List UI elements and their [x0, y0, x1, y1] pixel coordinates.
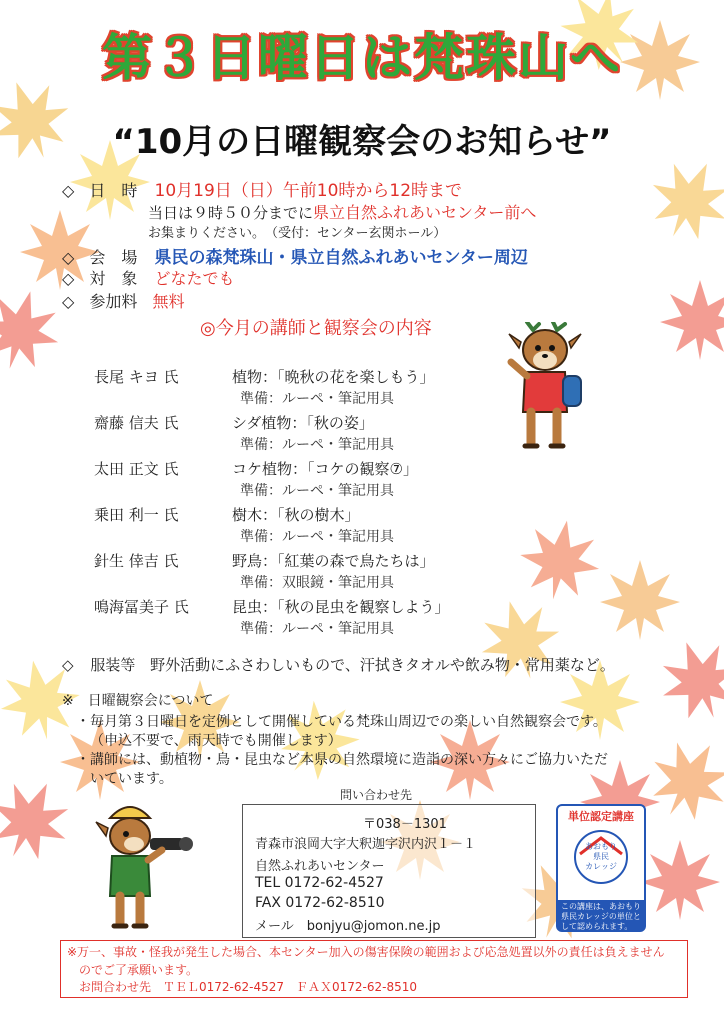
diamond-marker-icon: ◇	[62, 656, 74, 674]
college-credit-badge	[556, 804, 646, 932]
badge-inner-line: カレッジ	[585, 862, 617, 871]
date-row	[62, 176, 462, 201]
clothing-row	[62, 654, 615, 675]
venue-label: 会 場	[89, 248, 138, 267]
contact-mail: メール bonjyu@jomon.ne.jp	[255, 919, 441, 934]
fee-value: 無料	[152, 292, 185, 311]
lecturer-prep: 準備：ルーペ・筆記用具	[240, 391, 394, 407]
deer-mascot-binoculars-icon	[92, 796, 202, 936]
about-heading: ※ 日曜観察会について	[62, 693, 214, 709]
about-line-2: （申込不要で、雨天時でも開催します）	[90, 733, 342, 749]
contact-postal: 〒038－1301	[363, 817, 447, 832]
lecturer-topic: コケ植物：「コケの観察⑦」	[232, 460, 418, 478]
lecturer-name: 鳴海冨美子 氏	[94, 598, 189, 616]
contact-heading: 問い合わせ先	[340, 788, 413, 802]
diamond-marker-icon: ◇	[62, 181, 75, 200]
lecturer-prep: 準備：ルーペ・筆記用具	[240, 621, 394, 637]
notice-line-3: お問合わせ先 ＴＥＬ0172-62-4527 ＦＡＸ0172-62-8510	[79, 980, 418, 994]
contact-org: 自然ふれあいセンター	[255, 859, 385, 874]
about-line-3: ・講師には、動植物・鳥・昆虫など本県の自然環境に造詣の深い方々にご協力いただ	[76, 752, 608, 768]
lecturer-prep: 準備：ルーペ・筆記用具	[240, 529, 394, 545]
venue-value: 県民の森梵珠山・県立自然ふれあいセンター周辺	[154, 248, 528, 268]
lecturer-topic: 昆虫：「秋の昆虫を観察しよう」	[232, 598, 450, 616]
lecturer-topic: シダ植物：「秋の姿」	[232, 414, 374, 432]
lecturer-topic: 野鳥：「紅葉の森で鳥たちは」	[232, 552, 435, 570]
lecturer-prep: 準備：ルーペ・筆記用具	[240, 437, 394, 453]
fee-row	[62, 289, 185, 312]
notice-line-1: ※万一、事故・怪我が発生した場合、本センター加入の傷害保険の範囲および応急処置以外の責任は負えません	[67, 945, 665, 959]
fee-label: 参加料	[89, 292, 138, 311]
date-value: 10月19日（日）午前10時から12時まで	[154, 181, 463, 201]
gather-time: 当日は９時５０分までに	[148, 204, 314, 222]
venue-row	[62, 243, 528, 268]
diamond-marker-icon: ◇	[62, 292, 75, 311]
gather-line-1	[148, 200, 536, 223]
target-row	[62, 266, 235, 289]
gather-line-2: お集まりください。 （受付：センター玄関ホール）	[148, 226, 447, 241]
page-title: 第３日曜日は梵珠山へ	[102, 29, 622, 87]
clothing-value: 野外活動にふさわしいもので、汗拭きタオルや飲み物・常用薬など。	[150, 656, 615, 674]
contact-fax: FAX 0172-62-8510	[255, 895, 385, 911]
page-subtitle: “10月の日曜観察会のお知らせ”	[112, 122, 612, 162]
notice-line-2: のでご了承願います。	[79, 963, 199, 977]
lecturer-name: 長尾 キヨ 氏	[94, 368, 179, 386]
lecturer-topic: 樹木：「秋の樹木」	[232, 506, 360, 524]
lecturer-name: 齋藤 信夫 氏	[94, 414, 179, 432]
clothing-label: 服装等	[90, 656, 136, 674]
about-line-4: いています。	[90, 771, 173, 787]
badge-inner-line: あおもり	[585, 842, 617, 851]
badge-caption: この講座は、あおもり県民カレッジの単位として認められます。	[558, 900, 644, 930]
lecturer-prep: 準備：ルーペ・筆記用具	[240, 483, 394, 499]
diamond-marker-icon: ◇	[62, 269, 75, 288]
lecturer-name: 太田 正文 氏	[94, 460, 179, 478]
badge-inner-line: 県民	[593, 852, 609, 861]
date-label: 日 時	[89, 181, 138, 200]
target-label: 対 象	[89, 269, 138, 288]
gather-place: 県立自然ふれあいセンター前へ	[313, 203, 537, 222]
deer-mascot-waving-icon	[505, 322, 595, 457]
about-line-1: ・毎月第３日曜日を定例として開催している梵珠山周辺での楽しい自然観察会です。	[76, 714, 607, 730]
contact-box	[242, 804, 536, 938]
diamond-marker-icon: ◇	[62, 248, 75, 267]
liability-notice	[60, 940, 688, 998]
lecturer-name: 針生 倖吉 氏	[94, 552, 179, 570]
lecturer-topic: 植物：「晩秋の花を楽しもう」	[232, 368, 435, 386]
target-value: どなたでも	[154, 269, 235, 288]
lecturers-heading: ◎今月の講師と観察会の内容	[200, 318, 432, 339]
badge-inner-text	[558, 842, 644, 872]
badge-title: 単位認定講座	[568, 810, 634, 823]
lecturer-name: 乗田 利一 氏	[94, 506, 179, 524]
contact-address: 青森市浪岡大字大釈迦字沢内沢１－１	[255, 837, 477, 852]
contact-tel: TEL 0172-62-4527	[255, 875, 384, 891]
lecturer-prep: 準備：双眼鏡・筆記用具	[240, 575, 394, 591]
